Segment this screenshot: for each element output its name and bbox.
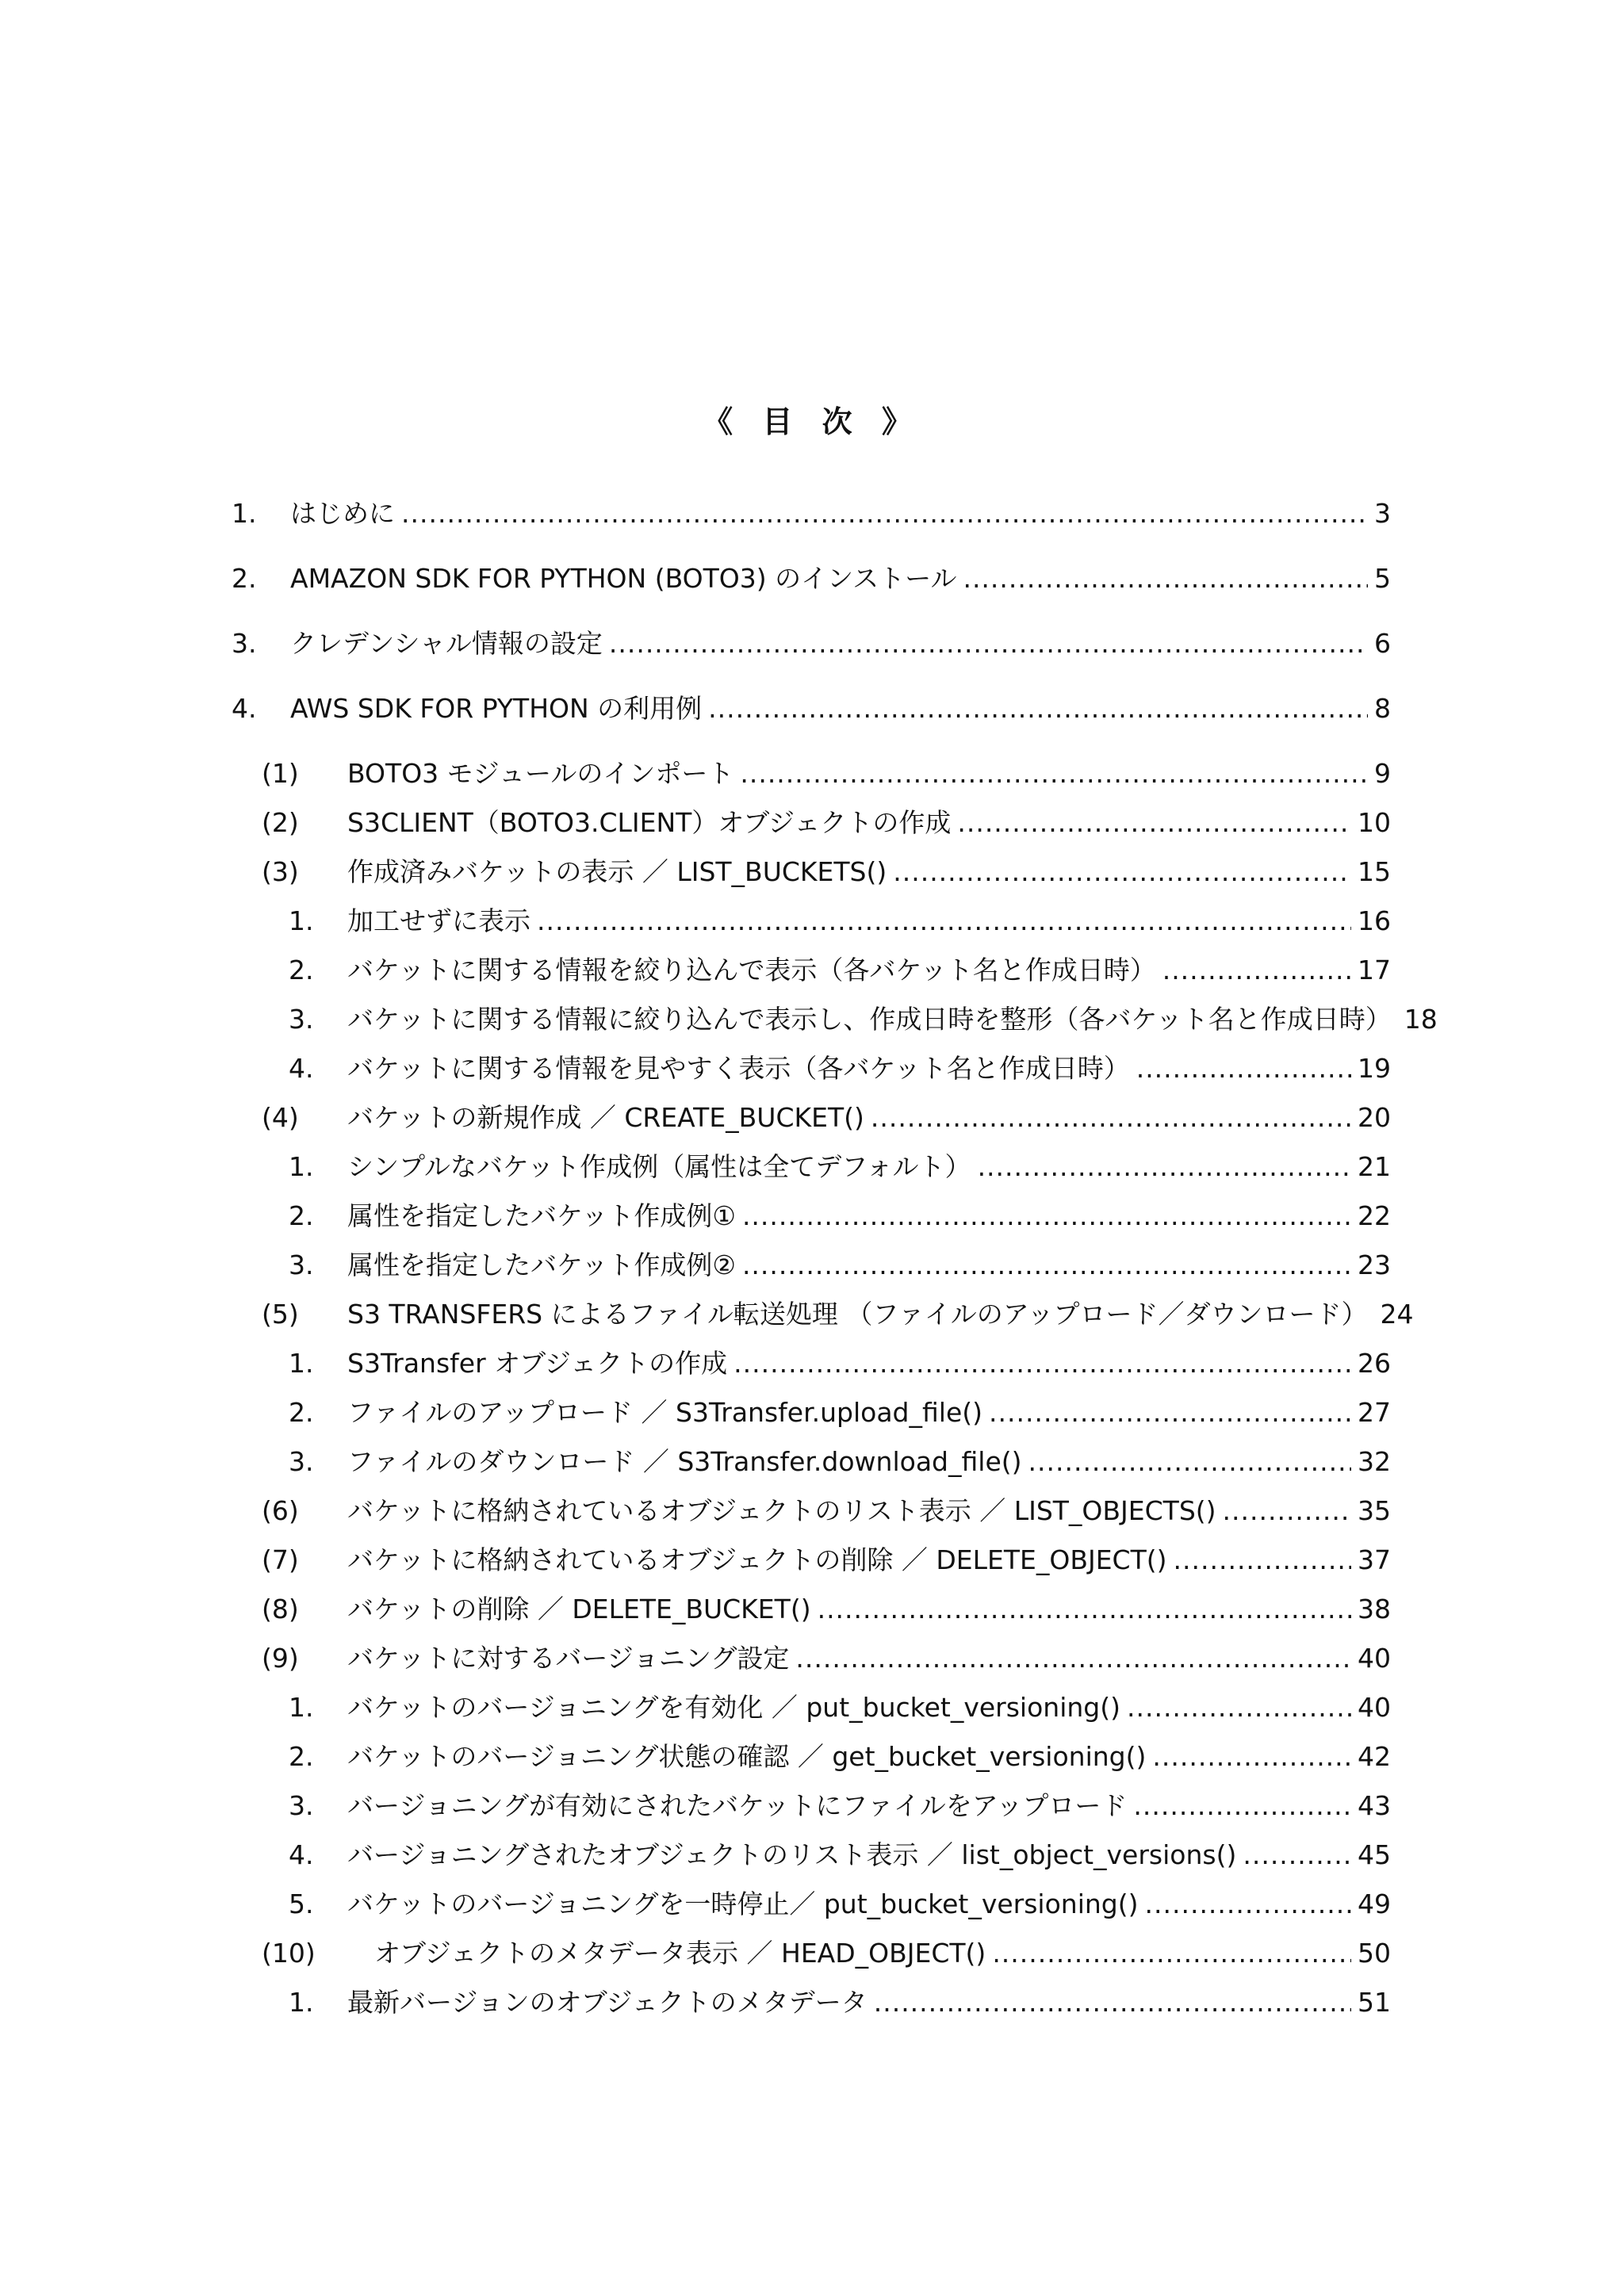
- entry-label: バケットの新規作成 ／ CREATE_BUCKET(): [347, 1102, 864, 1133]
- dot-leader: [609, 623, 1368, 664]
- entry-label: バケットに対するバージョニング設定: [347, 1643, 790, 1674]
- entry-label: バケットのバージョニングを一時停止／ put_bucket_versioning(): [347, 1888, 1139, 1919]
- entry-page-number: 16: [1358, 905, 1391, 936]
- dot-leader: [871, 1097, 1351, 1138]
- toc-entry[interactable]: [289, 999, 1438, 1040]
- dot-leader: [1028, 1441, 1352, 1483]
- toc-entry[interactable]: [232, 623, 1391, 664]
- entry-number: 3.: [232, 628, 257, 659]
- entry-number: 1.: [289, 905, 314, 936]
- entry-label: S3 TRANSFERS によるファイル転送処理 （ファイルのアップロード／ダウンロード）: [347, 1299, 1368, 1330]
- entry-page-number: 5: [1374, 563, 1391, 594]
- entry-label: バージョニングが有効にされたバケットにファイルをアップロード: [347, 1790, 1128, 1821]
- entry-label: ファイルのアップロード ／ S3Transfer.upload_file(): [347, 1397, 983, 1428]
- toc-entry[interactable]: [262, 1490, 1391, 1532]
- entry-number: 2.: [289, 955, 314, 985]
- entry-label: オブジェクトのメタデータ表示 ／ HEAD_OBJECT(): [374, 1938, 986, 1969]
- dot-leader: [989, 1392, 1351, 1433]
- entry-label: 属性を指定したバケット作成例①: [347, 1200, 736, 1231]
- toc-entry[interactable]: [262, 1294, 1414, 1335]
- entry-page-number: 24: [1380, 1299, 1414, 1330]
- toc-entry[interactable]: [262, 753, 1391, 794]
- entry-page-number: 37: [1358, 1544, 1391, 1575]
- dot-leader: [978, 1146, 1351, 1188]
- entry-label: シンプルなバケット作成例（属性は全てデフォルト）: [347, 1151, 971, 1182]
- toc-entry[interactable]: [289, 1392, 1391, 1433]
- entry-page-number: 40: [1358, 1692, 1391, 1723]
- entry-number: 1.: [289, 1987, 314, 2018]
- entry-number: 2.: [289, 1200, 314, 1231]
- dot-leader: [1152, 1736, 1351, 1777]
- toc-entry[interactable]: [289, 1441, 1391, 1483]
- entry-page-number: 18: [1404, 1004, 1438, 1035]
- entry-page-number: 10: [1358, 807, 1391, 838]
- dot-leader: [742, 1245, 1351, 1286]
- entry-page-number: 32: [1358, 1446, 1391, 1477]
- entry-page-number: 35: [1358, 1495, 1391, 1526]
- toc-entry[interactable]: [262, 802, 1391, 844]
- dot-leader: [740, 753, 1368, 794]
- entry-page-number: 6: [1374, 628, 1391, 659]
- entry-number: (10): [262, 1938, 316, 1969]
- entry-number: (4): [262, 1102, 299, 1133]
- entry-number: 1.: [289, 1692, 314, 1723]
- entry-number: (1): [262, 758, 299, 789]
- entry-page-number: 26: [1358, 1348, 1391, 1379]
- entry-number: 1.: [232, 498, 257, 529]
- toc-entry[interactable]: [232, 558, 1391, 599]
- dot-leader: [733, 1343, 1351, 1384]
- toc-entry[interactable]: [289, 1884, 1391, 1925]
- entry-page-number: 45: [1358, 1839, 1391, 1870]
- entry-label: 最新バージョンのオブジェクトのメタデータ: [347, 1987, 868, 2018]
- toc-entry[interactable]: [262, 1638, 1391, 1679]
- entry-page-number: 9: [1374, 758, 1391, 789]
- entry-number: (6): [262, 1495, 299, 1526]
- entry-label: バケットに格納されているオブジェクトの削除 ／ DELETE_OBJECT(): [347, 1544, 1167, 1575]
- toc-entry[interactable]: [262, 1589, 1391, 1630]
- entry-number: (8): [262, 1594, 299, 1624]
- dot-leader: [1243, 1835, 1351, 1876]
- entry-label: バケットに関する情報に絞り込んで表示し、作成日時を整形（各バケット名と作成日時）: [347, 1004, 1392, 1035]
- entry-number: 4.: [232, 693, 257, 724]
- entry-page-number: 51: [1358, 1987, 1391, 2018]
- toc-entry[interactable]: [232, 493, 1391, 534]
- dot-leader: [963, 558, 1368, 599]
- entry-page-number: 20: [1358, 1102, 1391, 1133]
- dot-leader: [1145, 1884, 1352, 1925]
- toc-entry[interactable]: [289, 1245, 1391, 1286]
- entry-label: AMAZON SDK FOR PYTHON (BOTO3) のインストール: [290, 563, 957, 594]
- entry-label: バケットのバージョニングを有効化 ／ put_bucket_versioning(): [347, 1692, 1120, 1723]
- entry-page-number: 50: [1358, 1938, 1391, 1969]
- toc-entry[interactable]: [232, 688, 1391, 729]
- toc-entry[interactable]: [289, 1982, 1391, 2023]
- entry-number: 3.: [289, 1249, 314, 1280]
- toc-entry[interactable]: [289, 1048, 1391, 1089]
- toc-entry[interactable]: [289, 1343, 1391, 1384]
- dot-leader: [1133, 1785, 1351, 1827]
- toc-entry[interactable]: [289, 901, 1391, 942]
- toc-entry[interactable]: [289, 1687, 1391, 1728]
- entry-number: (2): [262, 807, 299, 838]
- toc-entry[interactable]: [289, 1835, 1391, 1876]
- entry-page-number: 42: [1358, 1741, 1391, 1772]
- dot-leader: [1136, 1048, 1351, 1089]
- entry-label: バージョニングされたオブジェクトのリスト表示 ／ list_object_versions(): [347, 1839, 1237, 1870]
- dot-leader: [1127, 1687, 1351, 1728]
- entry-page-number: 23: [1358, 1249, 1391, 1280]
- entry-number: (7): [262, 1544, 299, 1575]
- toc-entry[interactable]: [262, 1540, 1391, 1581]
- entry-page-number: 38: [1358, 1594, 1391, 1624]
- entry-label: バケットのバージョニング状態の確認 ／ get_bucket_versioning(): [347, 1741, 1147, 1772]
- toc-entry[interactable]: [289, 1736, 1391, 1777]
- entry-label: 属性を指定したバケット作成例②: [347, 1249, 736, 1280]
- toc-entry[interactable]: [289, 950, 1391, 991]
- entry-label: バケットに格納されているオブジェクトのリスト表示 ／ LIST_OBJECTS(): [347, 1495, 1216, 1526]
- toc-entry[interactable]: [289, 1785, 1391, 1827]
- dot-leader: [818, 1589, 1351, 1630]
- entry-page-number: 21: [1358, 1151, 1391, 1182]
- entry-page-number: 19: [1358, 1053, 1391, 1084]
- entry-label: 作成済みバケットの表示 ／ LIST_BUCKETS(): [347, 856, 887, 887]
- entry-label: バケットに関する情報を絞り込んで表示（各バケット名と作成日時）: [347, 955, 1156, 985]
- dot-leader: [708, 688, 1368, 729]
- entry-page-number: 3: [1374, 498, 1391, 529]
- entry-page-number: 22: [1358, 1200, 1391, 1231]
- toc-entry[interactable]: [262, 1097, 1391, 1138]
- entry-number: 2.: [232, 563, 257, 594]
- entry-label: AWS SDK FOR PYTHON の利用例: [290, 693, 703, 724]
- entry-number: 3.: [289, 1790, 314, 1821]
- dot-leader: [992, 1933, 1351, 1974]
- entry-number: 3.: [289, 1004, 314, 1035]
- dot-leader: [537, 901, 1351, 942]
- dot-leader: [1174, 1540, 1351, 1581]
- entry-number: (3): [262, 856, 299, 887]
- entry-label: バケットの削除 ／ DELETE_BUCKET(): [347, 1594, 811, 1624]
- dot-leader: [957, 802, 1351, 844]
- dot-leader: [401, 493, 1368, 534]
- entry-label: 加工せずに表示: [347, 905, 530, 936]
- entry-label: BOTO3 モジュールのインポート: [347, 758, 734, 789]
- entry-page-number: 17: [1358, 955, 1391, 985]
- entry-label: クレデンシャル情報の設定: [290, 628, 603, 659]
- page-title: 《 目 次 》: [703, 404, 921, 439]
- entry-page-number: 15: [1358, 856, 1391, 887]
- entry-number: 1.: [289, 1151, 314, 1182]
- entry-label: ファイルのダウンロード ／ S3Transfer.download_file(): [347, 1446, 1022, 1477]
- toc-entry[interactable]: [289, 1196, 1391, 1237]
- entry-page-number: 27: [1358, 1397, 1391, 1428]
- entry-number: (5): [262, 1299, 299, 1330]
- entry-label: はじめに: [290, 498, 395, 529]
- entry-label: S3CLIENT（BOTO3.CLIENT）オブジェクトの作成: [347, 807, 952, 838]
- entry-page-number: 8: [1374, 693, 1391, 724]
- dot-leader: [795, 1638, 1351, 1679]
- entry-number: 2.: [289, 1397, 314, 1428]
- entry-label: S3Transfer オブジェクトの作成: [347, 1348, 728, 1379]
- entry-number: 5.: [289, 1888, 314, 1919]
- entry-label: バケットに関する情報を見やすく表示（各バケット名と作成日時）: [347, 1053, 1130, 1084]
- toc-entry[interactable]: [262, 1933, 1391, 1974]
- dot-leader: [1162, 950, 1351, 991]
- entry-page-number: 43: [1358, 1790, 1391, 1821]
- toc-entry[interactable]: [289, 1146, 1391, 1188]
- entry-number: 2.: [289, 1741, 314, 1772]
- dot-leader: [742, 1196, 1351, 1237]
- entry-page-number: 49: [1358, 1888, 1391, 1919]
- dot-leader: [1223, 1490, 1351, 1532]
- entry-number: 4.: [289, 1839, 314, 1870]
- entry-number: (9): [262, 1643, 299, 1674]
- entry-number: 1.: [289, 1348, 314, 1379]
- entry-number: 3.: [289, 1446, 314, 1477]
- entry-page-number: 40: [1358, 1643, 1391, 1674]
- dot-leader: [874, 1982, 1351, 2023]
- entry-number: 4.: [289, 1053, 314, 1084]
- toc-entry[interactable]: [262, 851, 1391, 893]
- dot-leader: [893, 851, 1351, 893]
